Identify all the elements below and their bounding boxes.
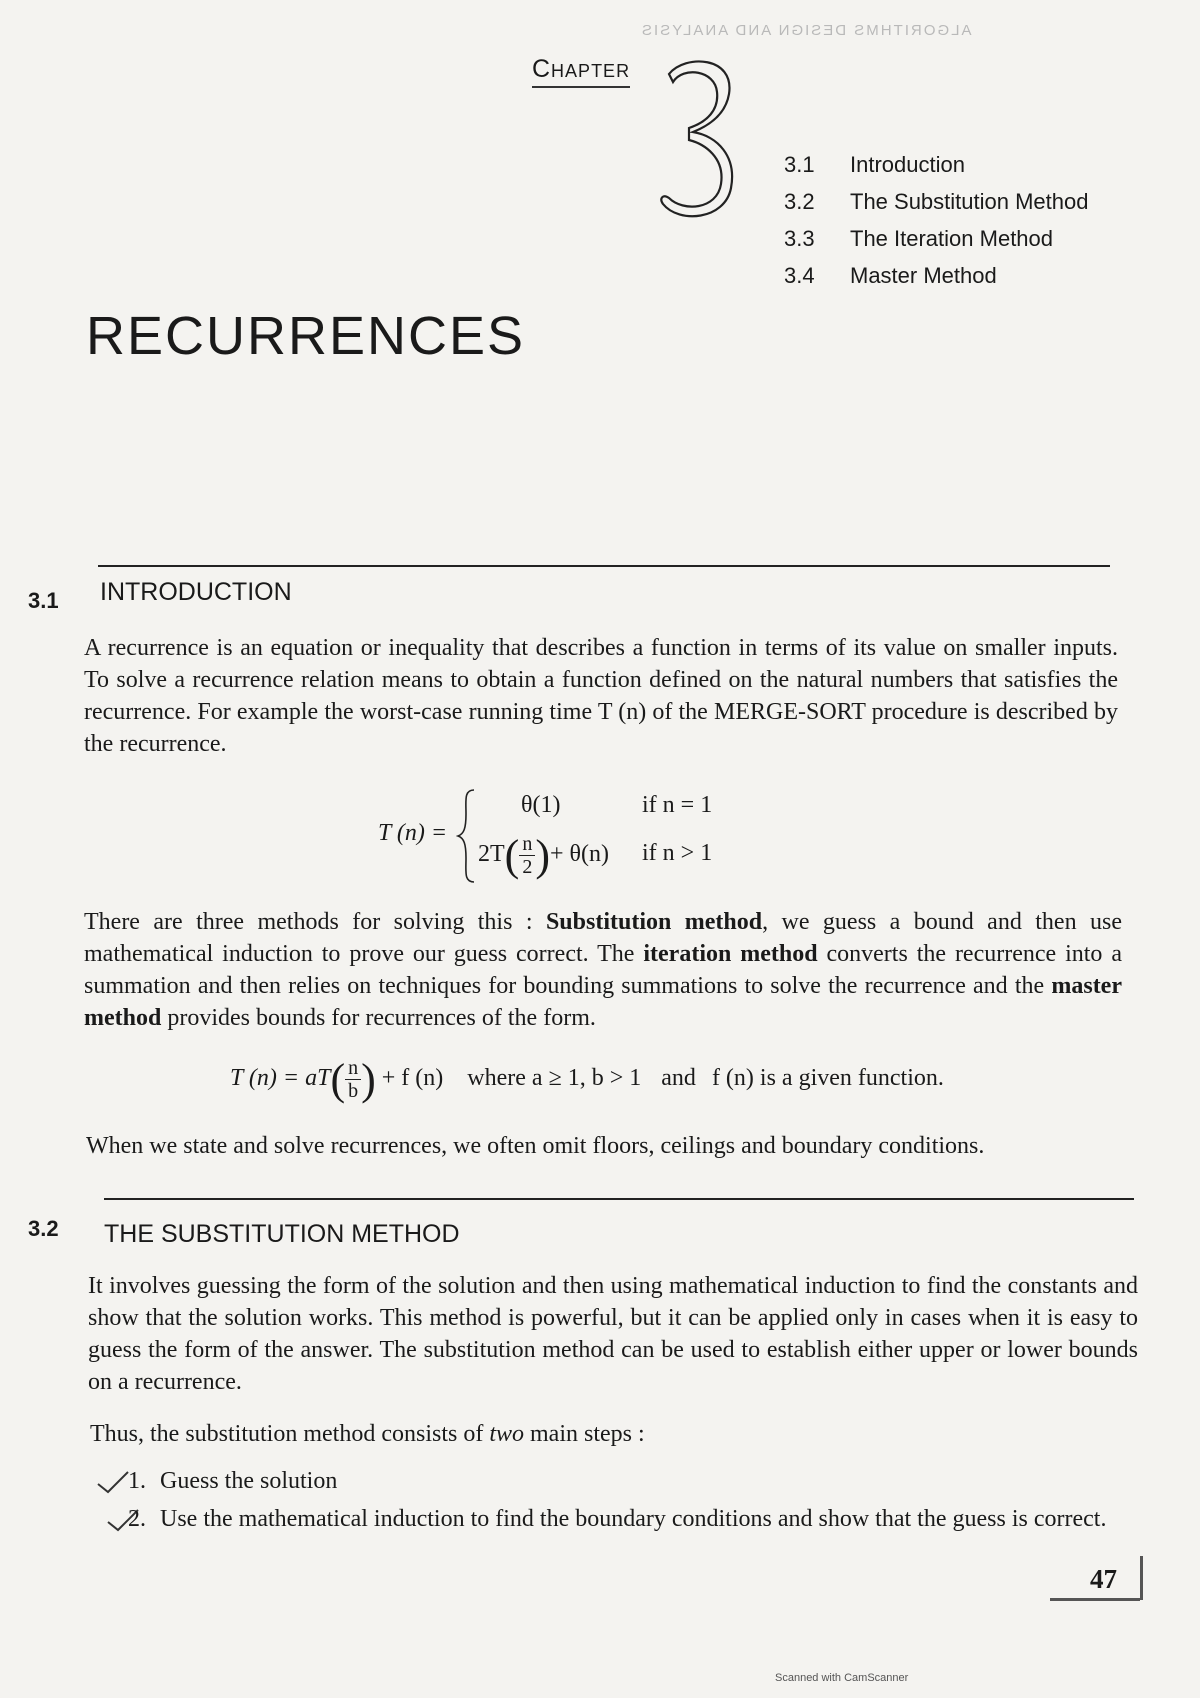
chapter-title: RECURRENCES bbox=[86, 306, 526, 366]
steps-intro bbox=[90, 1418, 1130, 1450]
case1-expression: θ(1) bbox=[521, 792, 561, 818]
step-number: 2. bbox=[128, 1506, 146, 1532]
substitution-paragraph: It involves guessing the form of the solution and then using mathematical induction to find the constants and show that the solution works. This method is powerful, but it can be applied only in cases when it is easy to guess the form of the answer. The substitution method can be used to establish either upper or lower bounds on a recurrence. bbox=[88, 1273, 1138, 1395]
chapter-label: Chapter bbox=[532, 55, 630, 88]
fraction-denominator: b bbox=[348, 1080, 359, 1102]
case2-expression: 2T( $\frac{n}{2}$ )+ θ(n) bbox=[478, 831, 609, 880]
fraction-denominator: 2 bbox=[522, 856, 533, 878]
case2-suffix: + θ(n) bbox=[549, 841, 609, 868]
emphasis-two: two bbox=[489, 1421, 525, 1447]
equation-where: where a ≥ 1, b > 1 bbox=[467, 1065, 642, 1092]
section-title: THE SUBSTITUTION METHOD bbox=[104, 1220, 460, 1248]
toc-item bbox=[784, 183, 1088, 220]
running-head: ALGORITHMS DESIGN AND ANALYSIS bbox=[640, 22, 972, 39]
term-master-method: master method bbox=[84, 973, 1122, 1031]
toc-item bbox=[784, 146, 1088, 183]
toc-number: 3.2 bbox=[784, 188, 815, 214]
step-item bbox=[128, 1502, 1138, 1536]
step-number: 1. bbox=[128, 1468, 146, 1494]
scanner-watermark: Scanned with CamScanner bbox=[775, 1672, 909, 1684]
toc-label: The Iteration Method bbox=[850, 225, 1054, 251]
case2-prefix: 2T bbox=[478, 841, 505, 868]
chapter-toc bbox=[784, 146, 1088, 294]
section-rule bbox=[98, 565, 1110, 567]
equation-rhs: + f (n) bbox=[381, 1065, 444, 1092]
text-run: There are three methods for solving this : bbox=[84, 909, 546, 935]
chapter-number-graphic bbox=[655, 52, 745, 227]
term-substitution-method: Substitution method bbox=[545, 909, 763, 935]
step-item bbox=[128, 1464, 1128, 1498]
page-number-bar bbox=[1140, 1556, 1143, 1600]
page-number-underline bbox=[1050, 1598, 1140, 1601]
case2-condition: if n > 1 bbox=[642, 840, 713, 866]
merge-sort-recurrence bbox=[378, 788, 798, 884]
fraction-numerator: n bbox=[519, 833, 535, 856]
toc-item bbox=[784, 220, 1088, 257]
toc-label: Master Method bbox=[850, 262, 997, 288]
text-run: provides bounds for recurrences of the form. bbox=[161, 1005, 596, 1031]
text-run: Thus, the substitution method consists of bbox=[90, 1421, 490, 1447]
master-form-equation: T (n) = aT( $\frac{n}{b}$ ) + f (n) where a ≥ 1, b > 1 and f (n) is a given function. bbox=[230, 1055, 944, 1104]
toc-number: 3.1 bbox=[784, 151, 815, 177]
section-number: 3.1 bbox=[28, 588, 59, 613]
equation-lhs: T (n) = bbox=[378, 820, 448, 846]
section-title: INTRODUCTION bbox=[100, 578, 292, 606]
equation-and: and bbox=[661, 1065, 696, 1092]
intro-paragraph: A recurrence is an equation or inequality that describes a function in terms of its value on smaller inputs. To solve a recurrence relation means to obtain a function defined on the natural numbers that satisfies the recurrence. For example the worst-case running time T (n) of the MERGE-SORT procedure is described by the recurrence. bbox=[84, 635, 1118, 757]
left-brace bbox=[456, 788, 478, 884]
text-run: converts the recurrence into a summation and then relies on techniques for bounding summations to solve the recurrence and the bbox=[84, 941, 1122, 999]
toc-item bbox=[784, 257, 1088, 294]
step-text: Guess the solution bbox=[160, 1468, 338, 1494]
toc-number: 3.3 bbox=[784, 225, 815, 251]
page-number: 47 bbox=[1090, 1564, 1117, 1594]
section-number: 3.2 bbox=[28, 1216, 59, 1241]
equation-lhs: T (n) = aT bbox=[230, 1065, 331, 1092]
omission-note: When we state and solve recurrences, we often omit floors, ceilings and boundary conditions. bbox=[86, 1133, 985, 1159]
case1-condition: if n = 1 bbox=[642, 792, 713, 818]
methods-paragraph bbox=[84, 906, 1122, 1034]
text-run: main steps : bbox=[524, 1421, 645, 1447]
toc-label: The Substitution Method bbox=[850, 188, 1089, 214]
toc-number: 3.4 bbox=[784, 262, 815, 288]
section-rule bbox=[104, 1198, 1134, 1200]
fraction bbox=[519, 833, 535, 878]
step-text: Use the mathematical induction to find the boundary conditions and show that the guess is correct. bbox=[160, 1506, 1107, 1532]
fraction-numerator: n bbox=[345, 1057, 361, 1080]
equation-tail: f (n) is a given function. bbox=[711, 1065, 944, 1092]
toc-label: Introduction bbox=[850, 151, 965, 177]
checkmark-icon bbox=[96, 1470, 130, 1496]
term-iteration-method: iteration method bbox=[643, 941, 818, 967]
fraction bbox=[345, 1057, 361, 1102]
text-run: , we guess a bound and then use mathematical induction to prove our guess correct. The bbox=[84, 909, 1122, 967]
